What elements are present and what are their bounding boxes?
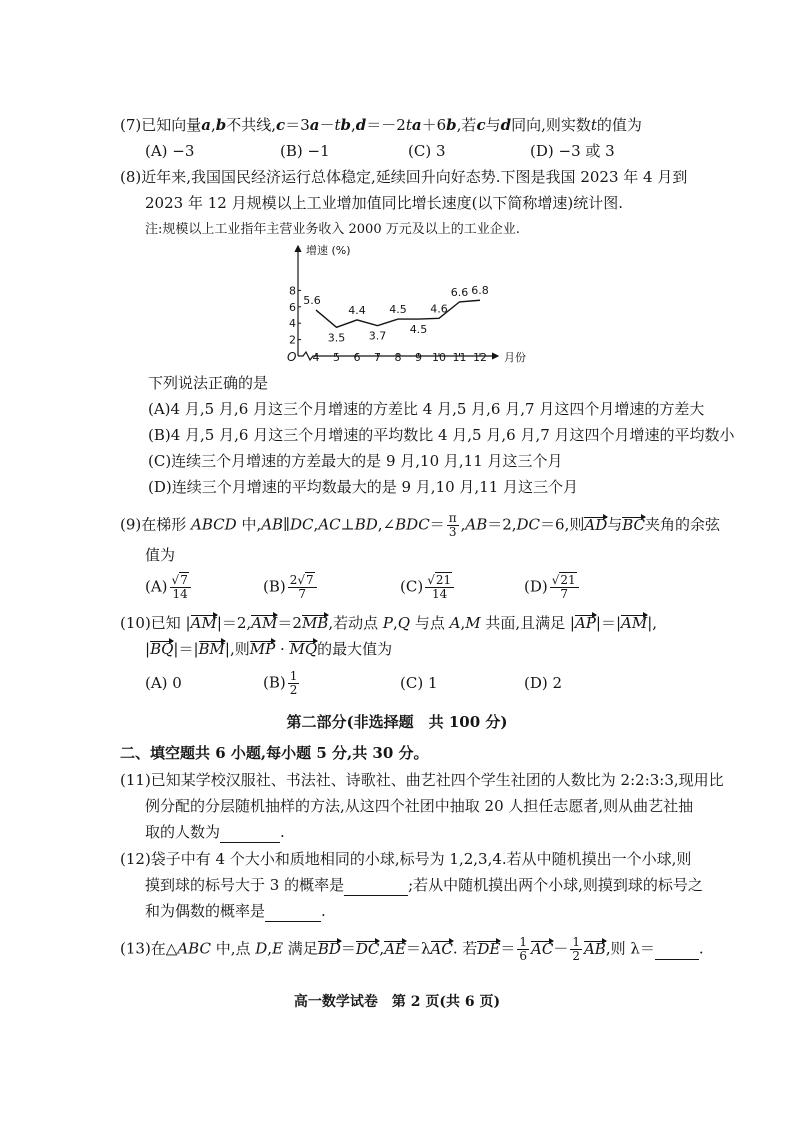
data-label: 4.5 bbox=[389, 303, 407, 317]
q8-option-d: (D)连续三个月增速的平均数最大的是 9 月,10 月,11 月这三个月 bbox=[148, 478, 579, 496]
q10-option-a: (A) 0 bbox=[145, 674, 182, 692]
data-label: 4.5 bbox=[409, 323, 428, 337]
q11-answer-blank[interactable] bbox=[220, 823, 280, 843]
q13-line: (13)在△ABC 中,点 D,E 满足BD＝DC,AE＝λAC. 若DE＝ $\frac{1}{6}$ AC－ $\frac{1}{2}$ AB,则 λ＝ . bbox=[120, 935, 704, 963]
y-tick-label: 6 bbox=[289, 300, 296, 314]
q13-answer-blank[interactable] bbox=[655, 940, 699, 960]
q11-line3: 取的人数为 bbox=[145, 823, 221, 841]
q9-option-b: (B) $\frac{2√7}{7}$ bbox=[263, 574, 319, 601]
data-label: 6.8 bbox=[471, 284, 489, 298]
part2-title: 第二部分(非选择题 共 100 分) bbox=[286, 713, 508, 731]
q12-line2-wrap bbox=[145, 876, 703, 896]
section2-title: 二、填空题共 6 小题,每小题 5 分,共 30 分。 bbox=[120, 744, 429, 762]
q8-line2: 2023 年 12 月规模以上工业增加值同比增长速度(以下简称增速)统计图. bbox=[145, 194, 624, 212]
data-label: 4.6 bbox=[430, 302, 448, 316]
data-label: 3.5 bbox=[327, 331, 346, 345]
data-label: 4.4 bbox=[348, 303, 366, 317]
q7-option-b: (B) −1 bbox=[280, 142, 330, 160]
q9-option-a: (A) $\frac{√7}{14}$ bbox=[145, 574, 193, 601]
q9-option-c: (C) $\frac{√21}{14}$ bbox=[400, 574, 456, 601]
q7-option-a: (A) −3 bbox=[145, 142, 195, 160]
q7-stem: (7)已知向量a,b不共线,c＝3a－tb,d＝－2ta＋6b,若c与d同向,则实数t的值为 bbox=[120, 116, 642, 134]
data-label: 6.6 bbox=[450, 285, 469, 299]
x-tick-label: 5 bbox=[333, 351, 340, 364]
x-tick-label: 7 bbox=[374, 351, 381, 364]
y-tick-label: 4 bbox=[289, 317, 296, 331]
q8-line1: (8)近年来,我国国民经济运行总体稳定,延续回升向好态势.下图是我国 2023 年 4 月到 bbox=[120, 168, 688, 186]
x-tick-label: 11 bbox=[452, 351, 467, 364]
y-axis-label: 增速 (%) bbox=[306, 244, 351, 257]
data-label: 5.6 bbox=[303, 294, 321, 308]
q10-line2: |BQ|＝|BM|,则MP · MQ的最大值为 bbox=[145, 640, 393, 658]
q12-line3-wrap: 和为偶数的概率是 . bbox=[145, 902, 326, 920]
y-tick-label: 8 bbox=[289, 284, 296, 298]
y-tick-label: 2 bbox=[289, 333, 296, 347]
growth-rate-chart bbox=[276, 240, 566, 365]
q7-option-d: (D) −3 或 3 bbox=[530, 142, 615, 160]
q9-option-d: (D) $\frac{√21}{7}$ bbox=[524, 574, 581, 601]
q8-option-a: (A)4 月,5 月,6 月这三个月增速的方差比 4 月,5 月,6 月,7 月这四个月增速的方差大 bbox=[148, 400, 705, 418]
q10-line1: (10)已知 |AM|＝2,AM＝2MB,若动点 P,Q 与点 A,M 共面,且满足 |AP|＝|AM|, bbox=[120, 614, 658, 632]
x-tick-label: 4 bbox=[312, 351, 320, 364]
x-tick-label: 8 bbox=[394, 351, 402, 364]
q7-option-c: (C) 3 bbox=[408, 142, 446, 160]
q12-line2a: 摸到球的标号大于 3 的概率是 bbox=[145, 876, 345, 894]
origin-label: O bbox=[287, 350, 297, 364]
x-tick-label: 9 bbox=[415, 351, 422, 364]
q8-option-c: (C)连续三个月增速的方差最大的是 9 月,10 月,11 月这三个月 bbox=[148, 452, 563, 470]
q9-line2: 值为 bbox=[145, 546, 176, 564]
q12-answer-blank-1[interactable] bbox=[344, 876, 408, 896]
q12-line1: (12)袋子中有 4 个大小和质地相同的小球,标号为 1,2,3,4.若从中随机摸出一个小球,则 bbox=[120, 850, 692, 868]
x-tick-label: 12 bbox=[473, 351, 487, 364]
page-footer: 高一数学试卷 第 2 页(共 6 页) bbox=[293, 994, 501, 1010]
q12-line3: 和为偶数的概率是 bbox=[145, 902, 266, 920]
q8-option-b: (B)4 月,5 月,6 月这三个月增速的平均数比 4 月,5 月,6 月,7 月这四个月增速的平均数小 bbox=[148, 426, 735, 444]
q8-note: 注:规模以上工业指年主营业务收入 2000 万元及以上的工业企业. bbox=[145, 222, 520, 237]
x-tick-label: 10 bbox=[432, 351, 446, 364]
q12-answer-blank-2[interactable] bbox=[265, 902, 321, 922]
q12-line2b: ;若从中随机摸出两个小球,则摸到球的标号之 bbox=[408, 876, 703, 894]
x-tick-label: 6 bbox=[353, 351, 361, 364]
q11-line1: (11)已知某学校汉服社、书法社、诗歌社、曲艺社四个学生社团的人数比为 2:2:3:3,现用比 bbox=[120, 771, 724, 789]
data-label: 3.7 bbox=[368, 329, 387, 343]
x-axis-label: 月份 bbox=[504, 351, 526, 364]
q10-option-b: (B) $\frac{1}{2}$ bbox=[263, 669, 298, 697]
q11-line2: 例分配的分层随机抽样的方法,从这四个社团中抽取 20 人担任志愿者,则从曲艺社抽 bbox=[145, 797, 694, 815]
q9-line1: (9)在梯形 ABCD 中,AB∥DC,AC⊥BD,∠BDC＝ $\frac{\pi}{3}$ ,AB＝2,DC＝6,则AD与BC夹角的余弦 bbox=[120, 511, 721, 539]
q10-option-c: (C) 1 bbox=[400, 674, 438, 692]
q11-line3-wrap: 取的人数为 . bbox=[145, 823, 285, 841]
q8-prompt: 下列说法正确的是 bbox=[148, 374, 269, 392]
q10-option-d: (D) 2 bbox=[524, 674, 563, 692]
